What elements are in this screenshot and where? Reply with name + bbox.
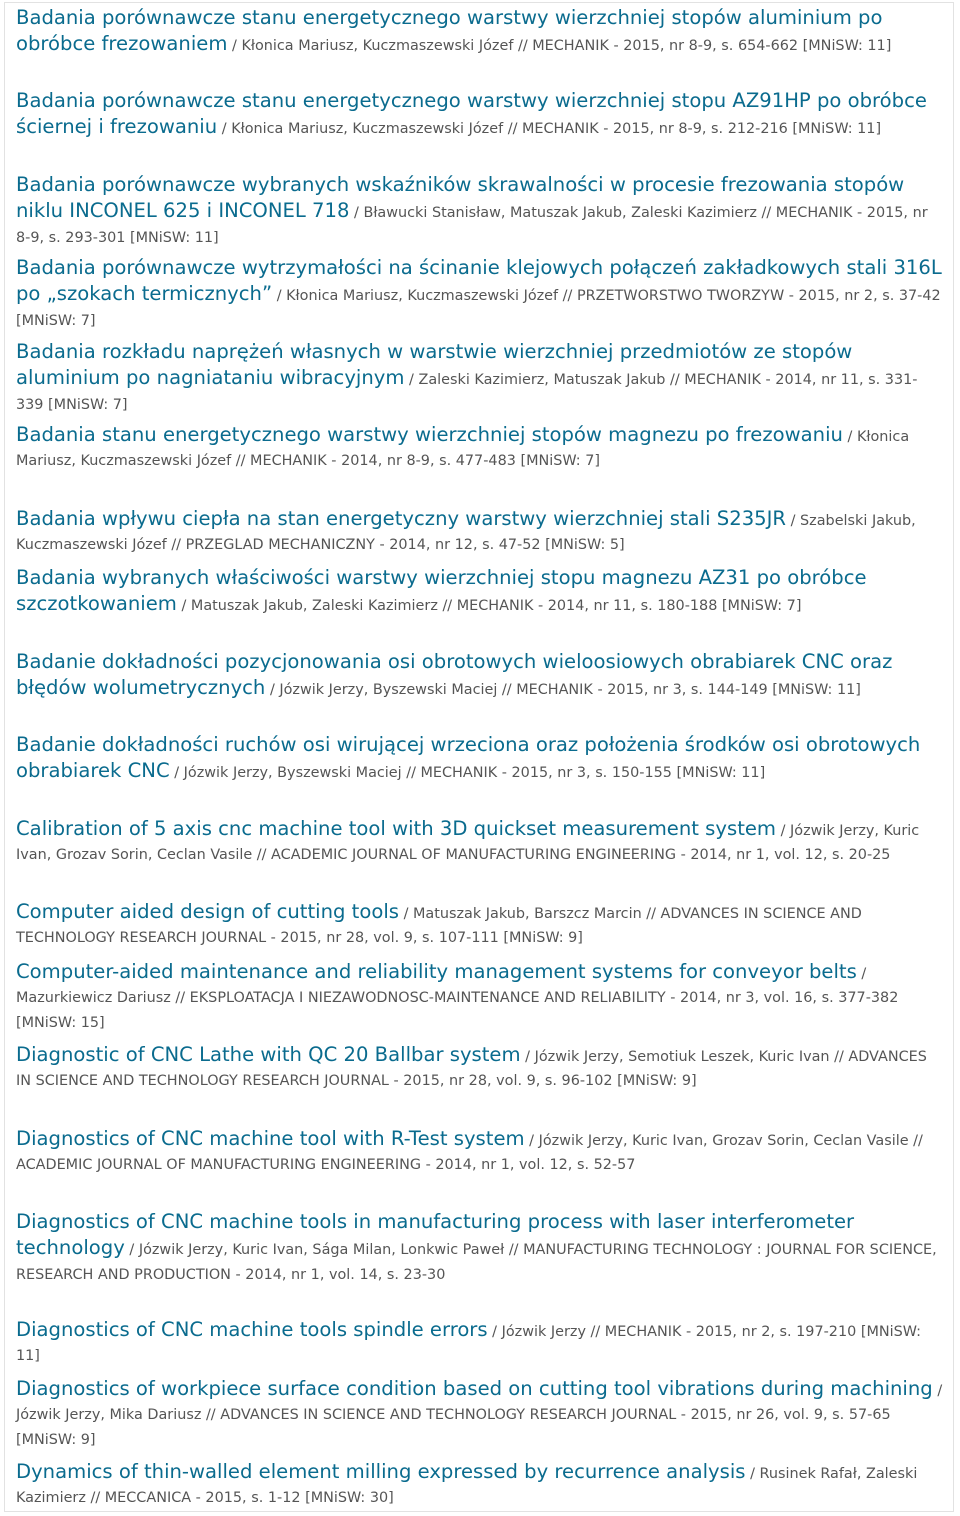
publication-entry — [16, 733, 944, 786]
publication-meta: Józwik Jerzy, Byszewski Maciej // MECHANIK - 2015, nr 3, s. 144-149 [MNiSW: 11] — [279, 682, 861, 699]
separator: / — [232, 38, 237, 55]
publication-entry — [16, 340, 944, 417]
publication-meta: Józwik Jerzy, Byszewski Maciej // MECHANIK - 2015, nr 3, s. 150-155 [MNiSW: 11] — [183, 765, 766, 782]
separator: / — [492, 1324, 498, 1340]
publication-title-link[interactable]: Badania porównawcze wytrzymałości na ścinanie klejowych połączeń zakładkowych stali 316L po „szokach termicznych” — [16, 256, 942, 306]
publication-title-link[interactable]: Badania wpływu ciepła na stan energetyczny warstwy wierzchniej stali S235JR — [16, 507, 787, 530]
separator: / — [354, 205, 359, 222]
separator: / — [780, 823, 786, 839]
separator: / — [861, 966, 867, 982]
separator: / — [269, 682, 275, 699]
publication-title-link[interactable]: Diagnostics of workpiece surface condition based on cutting tool vibrations during machining — [16, 1377, 933, 1400]
publication-title-link[interactable]: Computer-aided maintenance and reliability management systems for conveyor belts — [16, 960, 857, 983]
publication-entry — [16, 507, 944, 558]
publication-entry — [16, 173, 944, 250]
publication-title-link[interactable]: Badania wybranych właściwości warstwy wierzchniej stopu magnezu AZ31 po obróbce szczotkowaniem — [16, 566, 867, 616]
publication-title-link[interactable]: Diagnostics of CNC machine tools in manufacturing process with laser interferometer technology — [16, 1210, 855, 1260]
publication-meta: Józwik Jerzy, Semotiuk Leszek, Kuric Ivan // ADVANCES IN SCIENCE AND TECHNOLOGY RESEARCH JOURNAL - 2015, nr 28, vol. 9, s. 96-102 [MNiSW: 9] — [16, 1049, 927, 1090]
publication-meta: Józwik Jerzy, Kuric Ivan, Sága Milan, Lonkwic Paweł // MANUFACTURING TECHNOLOGY : JOURNAL FOR SCIENCE, RESEARCH AND PRODUCTION - 2014, nr 1, vol. 14, s. 23-30 — [16, 1242, 937, 1283]
separator: / — [790, 513, 796, 529]
publication-meta: Kłonica Mariusz, Kuczmaszewski Józef // MECHANIK - 2014, nr 8-9, s. 477-483 [MNiSW: 7] — [16, 429, 910, 470]
publication-meta: Józwik Jerzy, Kuric Ivan, Grozav Sorin, Ceclan Vasile // ACADEMIC JOURNAL OF MANUFACTURING ENGINEERING - 2014, nr 1, vol. 12, s. 20-25 — [16, 823, 920, 864]
publication-meta: Mazurkiewicz Dariusz // EKSPLOATACJA I NIEZAWODNOSC-MAINTENANCE AND RELIABILITY - 2014, nr 3, vol. 16, s. 377-382 [MNiSW: 15] — [16, 990, 899, 1031]
publication-entry — [16, 423, 944, 474]
publication-entry — [16, 817, 944, 868]
publication-meta: Matuszak Jakub, Zaleski Kazimierz // MECHANIK - 2014, nr 11, s. 180-188 [MNiSW: 7] — [190, 598, 802, 615]
publication-meta: Bławucki Stanisław, Matuszak Jakub, Zaleski Kazimierz // MECHANIK - 2015, nr 8-9, s. 293-301 [MNiSW: 11] — [16, 205, 928, 246]
publication-meta: Józwik Jerzy // MECHANIK - 2015, nr 2, s. 197-210 [MNiSW: 11] — [16, 1324, 922, 1365]
publication-title-link[interactable]: Dynamics of thin-walled element milling expressed by recurrence analysis — [16, 1460, 746, 1483]
publication-title-link[interactable]: Badania porównawcze stanu energetycznego warstwy wierzchniej stopu AZ91HP po obróbce ściernej i frezowaniu — [16, 89, 927, 139]
publication-title-link[interactable]: Diagnostic of CNC Lathe with QC 20 Ballbar system — [16, 1043, 521, 1066]
publication-entry — [16, 566, 944, 619]
publication-title-link[interactable]: Badania rozkładu naprężeń własnych w warstwie wierzchniej przedmiotów ze stopów aluminium po nagniataniu wibracyjnym — [16, 340, 853, 390]
separator: / — [129, 1242, 135, 1259]
publication-entry — [16, 1127, 944, 1178]
publication-meta: Józwik Jerzy, Kuric Ivan, Grozav Sorin, Ceclan Vasile // ACADEMIC JOURNAL OF MANUFACTURING ENGINEERING - 2014, nr 1, vol. 12, s. 52-57 — [16, 1133, 923, 1174]
separator: / — [276, 288, 282, 305]
publication-entry — [16, 1377, 944, 1452]
publication-title-link[interactable]: Badania stanu energetycznego warstwy wierzchniej stopów magnezu po frezowaniu — [16, 423, 843, 446]
publication-entry — [16, 1043, 944, 1094]
publication-title-link[interactable]: Diagnostics of CNC machine tool with R-Test system — [16, 1127, 525, 1150]
separator: / — [403, 906, 409, 922]
publication-entry — [16, 650, 944, 703]
publication-meta: Szabelski Jakub, Kuczmaszewski Józef // PRZEGLAD MECHANICZNY - 2014, nr 12, s. 47-52 [MNiSW: 5] — [16, 513, 916, 554]
publication-entry — [16, 89, 944, 142]
publication-title-link[interactable]: Badanie dokładności ruchów osi wirującej wrzeciona oraz położenia środków osi obrotowych obrabiarek CNC — [16, 733, 921, 783]
separator: / — [409, 372, 414, 389]
publication-meta: Kłonica Mariusz, Kuczmaszewski Józef // MECHANIK - 2015, nr 8-9, s. 212-216 [MNiSW: 11] — [231, 121, 882, 138]
publication-meta: Zaleski Kazimierz, Matuszak Jakub // MECHANIK - 2014, nr 11, s. 331-339 [MNiSW: 7] — [16, 372, 918, 413]
publication-title-link[interactable]: Badania porównawcze stanu energetycznego warstwy wierzchniej stopów aluminium po obróbce frezowaniem — [16, 6, 883, 56]
publication-title-link[interactable]: Badania porównawcze wybranych wskaźników skrawalności w procesie frezowania stopów niklu INCONEL 625 i INCONEL 718 — [16, 173, 905, 223]
publication-entry — [16, 6, 944, 59]
separator: / — [525, 1049, 531, 1065]
publication-title-link[interactable]: Diagnostics of CNC machine tools spindle errors — [16, 1318, 488, 1341]
separator: / — [847, 429, 853, 445]
publication-title-link[interactable]: Calibration of 5 axis cnc machine tool with 3D quickset measurement system — [16, 817, 777, 840]
publication-meta: Kłonica Mariusz, Kuczmaszewski Józef // MECHANIK - 2015, nr 8-9, s. 654-662 [MNiSW: 11] — [241, 38, 892, 55]
separator: / — [221, 121, 227, 138]
publication-entry — [16, 1210, 944, 1287]
publication-entry — [16, 1318, 944, 1369]
separator: / — [174, 765, 180, 782]
separator: / — [529, 1133, 535, 1149]
publication-meta: Kłonica Mariusz, Kuczmaszewski Józef // PRZETWORSTWO TWORZYW - 2015, nr 2, s. 37-42 [MNiSW: 7] — [16, 288, 941, 329]
publication-entry — [16, 1460, 944, 1511]
separator: / — [937, 1383, 943, 1399]
publication-meta: Rusinek Rafał, Zaleski Kazimierz // MECCANICA - 2015, s. 1-12 [MNiSW: 30] — [16, 1466, 918, 1507]
publication-entry — [16, 256, 944, 333]
separator: / — [181, 598, 187, 615]
publication-title-link[interactable]: Computer aided design of cutting tools — [16, 900, 399, 923]
separator: / — [750, 1466, 755, 1482]
publication-meta: Matuszak Jakub, Barszcz Marcin // ADVANCES IN SCIENCE AND TECHNOLOGY RESEARCH JOURNAL - 2015, nr 28, vol. 9, s. 107-111 [MNiSW: 9] — [16, 906, 862, 947]
publication-entry — [16, 900, 944, 951]
publication-entry — [16, 960, 944, 1035]
publication-title-link[interactable]: Badanie dokładności pozycjonowania osi obrotowych wieloosiowych obrabiarek CNC oraz błędów wolumetrycznych — [16, 650, 893, 700]
publication-meta: Józwik Jerzy, Mika Dariusz // ADVANCES IN SCIENCE AND TECHNOLOGY RESEARCH JOURNAL - 2015, nr 26, vol. 9, s. 57-65 [MNiSW: 9] — [16, 1407, 891, 1448]
